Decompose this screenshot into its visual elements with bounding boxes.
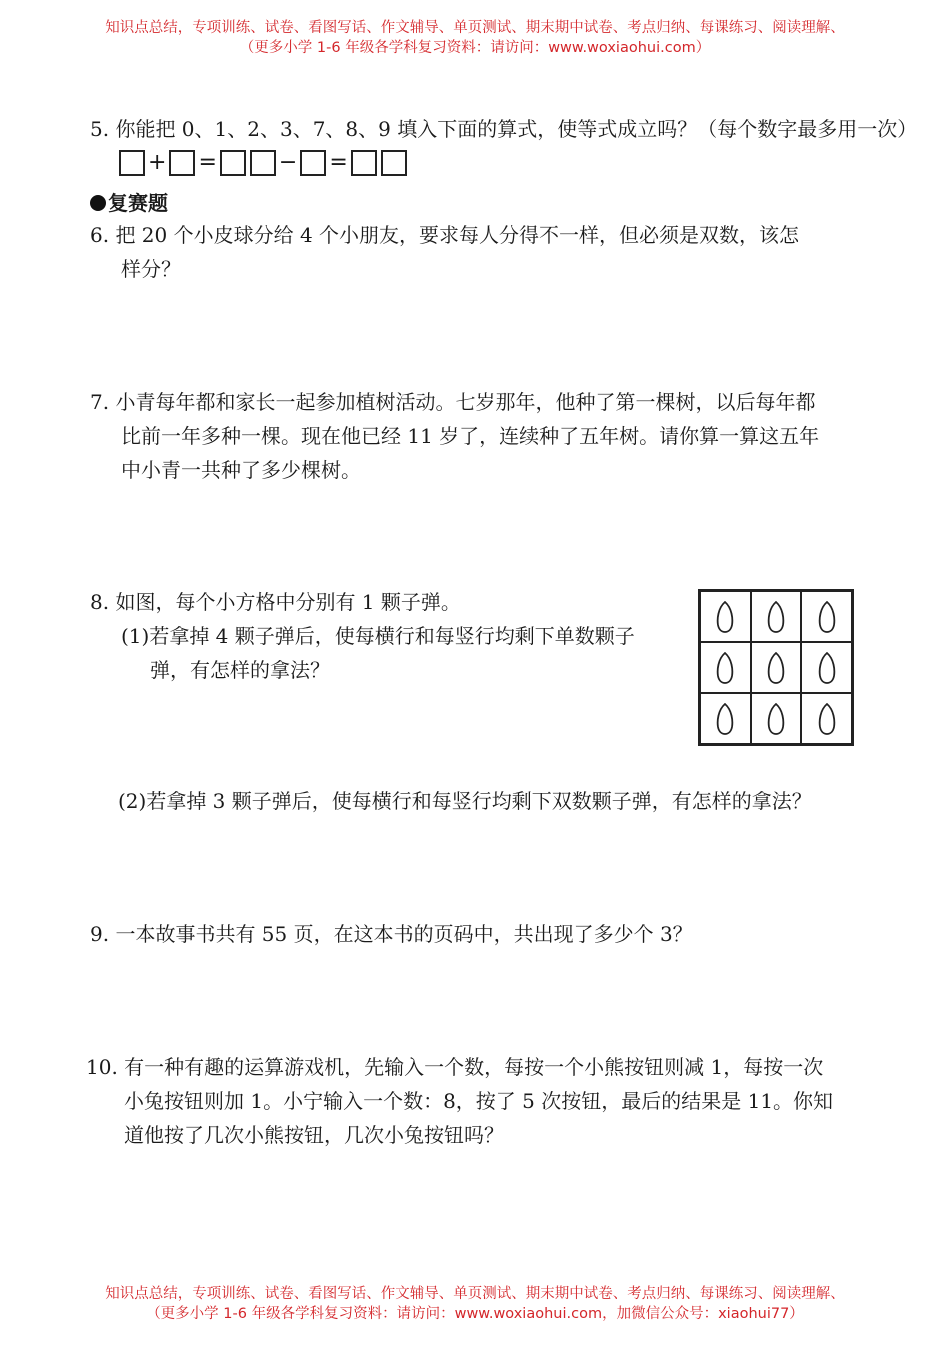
grid-cell[interactable] xyxy=(751,642,802,693)
equals-sign: = xyxy=(329,150,348,175)
bullet-icon xyxy=(767,703,785,735)
bullet-icon xyxy=(818,652,836,684)
equals-sign: = xyxy=(198,150,217,175)
footer-banner-line2: （更多小学 1-6 年级各学科复习资料：请访问：www.woxiaohui.com，加微信公众号：xiaohui77） xyxy=(146,1306,804,1322)
bullet-icon xyxy=(767,601,785,633)
header-banner xyxy=(0,18,950,58)
answer-box[interactable] xyxy=(169,150,195,176)
question-7 xyxy=(90,385,819,487)
bullet-icon xyxy=(716,601,734,633)
header-banner-line1: 知识点总结，专项训练、试卷、看图写话、作文辅导、单页测试、期末期中试卷、考点归纳、每课练习、阅读理解、 xyxy=(105,20,845,36)
footer-banner xyxy=(0,1284,950,1324)
answer-box[interactable] xyxy=(381,150,407,176)
answer-box[interactable] xyxy=(119,150,145,176)
answer-box[interactable] xyxy=(351,150,377,176)
question-8-line: 8. 如图，每个小方格中分别有 1 颗子弹。 xyxy=(90,590,461,614)
answer-box[interactable] xyxy=(300,150,326,176)
equation-blanks xyxy=(117,148,409,178)
bullet-icon xyxy=(818,703,836,735)
question-7-line: 比前一年多种一棵。现在他已经 11 岁了，连续种了五年树。请你算一算这五年 xyxy=(121,424,820,448)
question-5-text: 5. 你能把 0、1、2、3、7、8、9 填入下面的算式，使等式成立吗？（每个数字最多用一次） xyxy=(90,117,918,141)
question-8-part1: (1)若拿掉 4 颗子弹后，使每横行和每竖行均剩下单数颗子 xyxy=(121,624,635,648)
question-9 xyxy=(90,917,693,951)
bullet-icon xyxy=(716,703,734,735)
question-6-line: 6. 把 20 个小皮球分给 4 个小朋友，要求每人分得不一样，但必须是双数，该怎 xyxy=(90,223,800,247)
grid-cell[interactable] xyxy=(801,693,852,744)
question-7-line: 中小青一共种了多少棵树。 xyxy=(121,458,361,482)
plus-sign: + xyxy=(148,150,167,175)
grid-cell[interactable] xyxy=(700,693,751,744)
question-10-line: 10. 有一种有趣的运算游戏机，先输入一个数，每按一个小熊按钮则减 1，每按一次 xyxy=(86,1055,824,1079)
grid-cell[interactable] xyxy=(751,591,802,642)
section-title: 复赛题 xyxy=(108,191,168,215)
footer-banner-line1: 知识点总结，专项训练、试卷、看图写话、作文辅导、单页测试、期末期中试卷、考点归纳、每课练习、阅读理解、 xyxy=(105,1286,845,1302)
header-banner-line2: （更多小学 1-6 年级各学科复习资料：请访问：www.woxiaohui.com） xyxy=(239,40,711,56)
question-10-line: 道他按了几次小熊按钮，几次小兔按钮吗？ xyxy=(124,1123,504,1147)
bullet-icon xyxy=(818,601,836,633)
question-7-line: 7. 小青每年都和家长一起参加植树活动。七岁那年，他种了第一棵树，以后每年都 xyxy=(90,390,816,414)
question-6 xyxy=(90,218,799,286)
grid-cell[interactable] xyxy=(700,591,751,642)
minus-sign: − xyxy=(278,150,298,175)
bullet-icon xyxy=(767,652,785,684)
question-8-part1-cont: 弹，有怎样的拿法？ xyxy=(150,658,330,682)
bullet-icon xyxy=(716,652,734,684)
grid-cell[interactable] xyxy=(700,642,751,693)
section-heading xyxy=(90,187,168,216)
question-8-part2 xyxy=(118,784,812,818)
grid-cell[interactable] xyxy=(801,591,852,642)
bullet-dot-icon xyxy=(90,195,106,211)
question-10-line: 小兔按钮则加 1。小宁输入一个数：8，按了 5 次按钮，最后的结果是 11。你知 xyxy=(124,1089,834,1113)
bullet-grid xyxy=(698,589,854,746)
grid-cell[interactable] xyxy=(801,642,852,693)
question-6-line: 样分？ xyxy=(121,257,181,281)
question-10 xyxy=(86,1050,833,1152)
question-9-line: 9. 一本故事书共有 55 页，在这本书的页码中，共出现了多少个 3？ xyxy=(90,922,693,946)
answer-box[interactable] xyxy=(220,150,246,176)
grid-cell[interactable] xyxy=(751,693,802,744)
question-8-part2-line: (2)若拿掉 3 颗子弹后，使每横行和每竖行均剩下双数颗子弹，有怎样的拿法？ xyxy=(118,789,812,813)
answer-box[interactable] xyxy=(250,150,276,176)
question-5 xyxy=(90,112,917,146)
question-8 xyxy=(90,585,635,687)
